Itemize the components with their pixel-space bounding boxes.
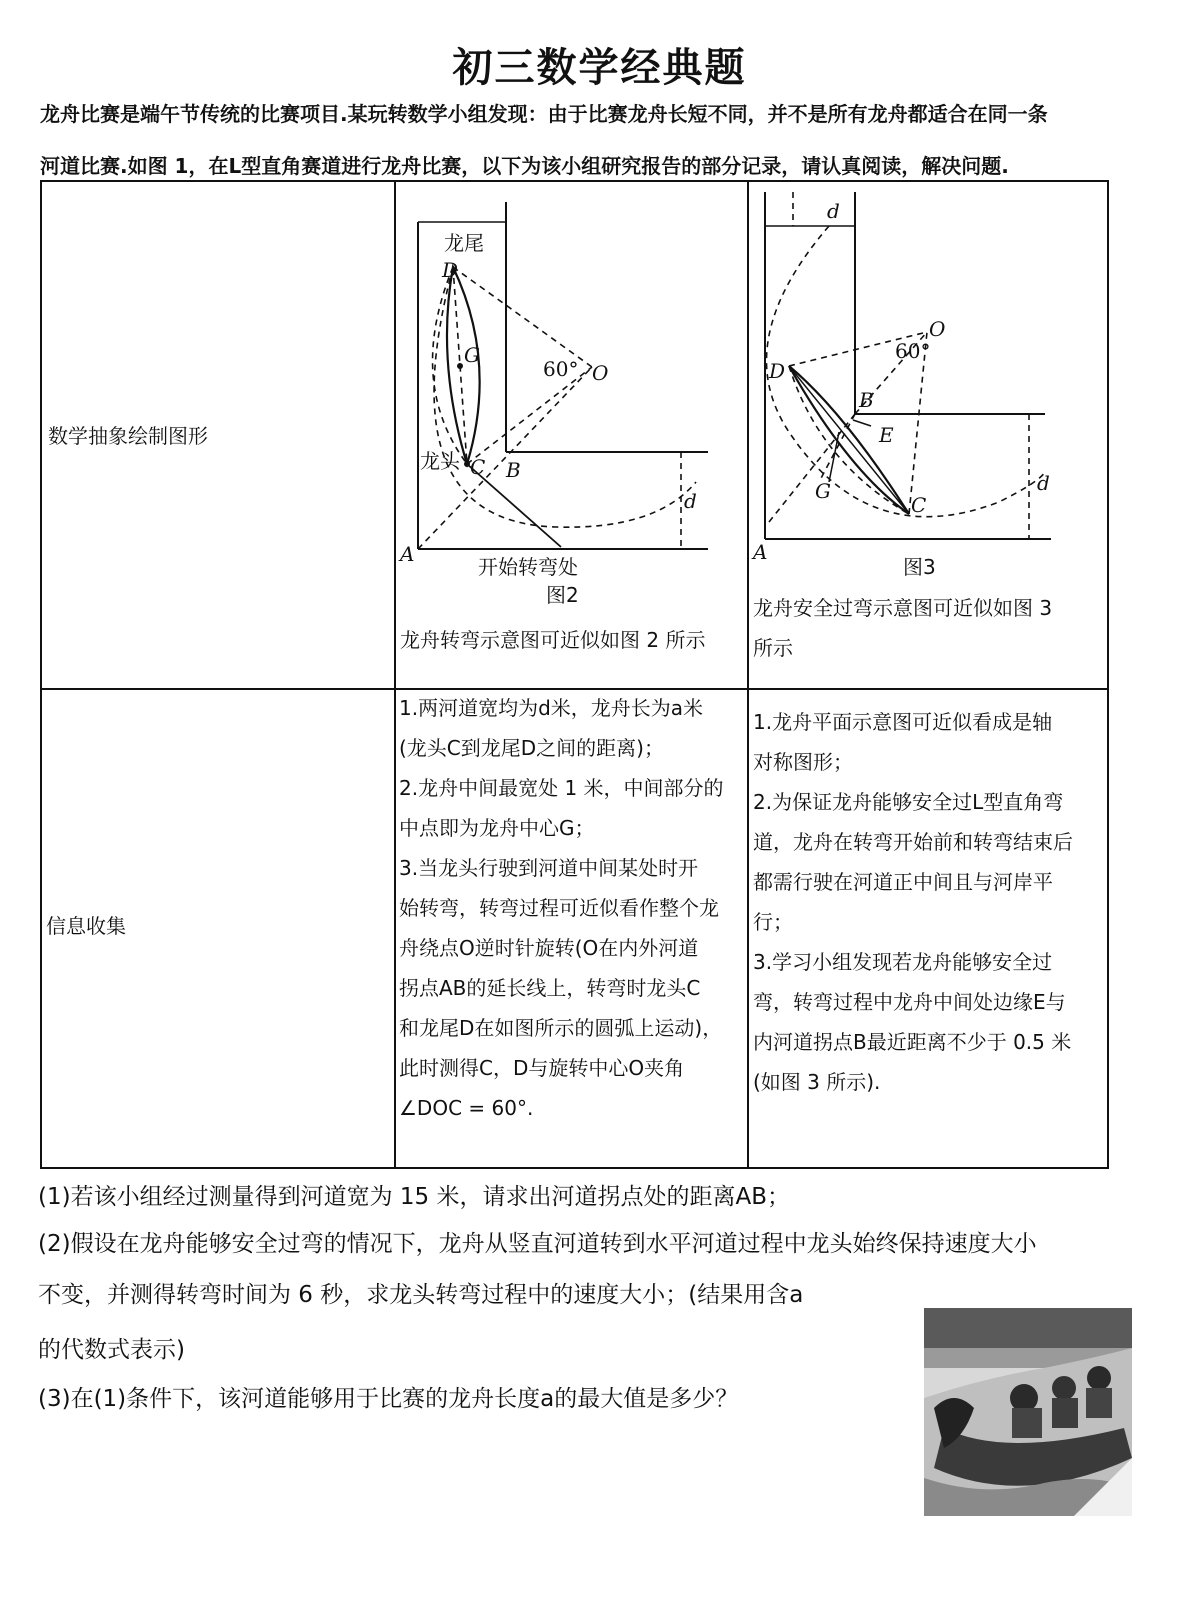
info-right-line: 2.为保证龙舟能够安全过L型直角弯 [753, 790, 1064, 814]
intro-line-2: 河道比赛.如图 1，在L型直角赛道进行龙舟比赛，以下为该小组研究报告的部分记录，请认真阅读，解决问题. [40, 154, 1009, 178]
fig2-label-head: 龙头 [420, 449, 460, 473]
row-label-figures: 数学抽象绘制图形 [48, 424, 208, 448]
fig2-label-C: C [470, 455, 486, 479]
fig3-arc-outer [767, 226, 1046, 517]
info-right-line: (如图 3 所示). [753, 1070, 881, 1094]
fig3-G-pointer [829, 432, 839, 482]
fig2-caption: 龙舟转弯示意图可近似如图 2 所示 [400, 628, 706, 652]
fig3-label-G: G [815, 479, 831, 503]
fig2-label-G: G [464, 343, 480, 367]
info-left-line: 1.两河道宽均为d米，龙舟长为a米 [399, 696, 704, 720]
info-left-line: 拐点AB的延长线上，转弯时龙头C [399, 976, 701, 1000]
info-right-line: 都需行驶在河道正中间且与河岸平 [753, 870, 1053, 894]
fig2-arc-large [434, 267, 696, 527]
info-left-line: 2.龙舟中间最宽处 1 米，中间部分的 [399, 776, 724, 800]
info-right-line: 1.龙舟平面示意图可近似看成是轴 [753, 710, 1053, 734]
info-left-line: 舟绕点O逆时针旋转(O在内外河道 [399, 936, 699, 960]
fig3-label-C: C [911, 493, 927, 517]
fig2-label-start: 开始转弯处 [478, 555, 578, 579]
fig3-E-pointer [853, 420, 871, 426]
figure-2-diagram [396, 182, 746, 612]
info-left-line: 中点即为龙舟中心G； [399, 816, 595, 840]
fig3-caption-title: 图3 [903, 555, 936, 579]
fig3-label-angle: 60° [895, 339, 931, 363]
fig3-caption-line-2: 所示 [753, 636, 793, 660]
info-right-line: 内河道拐点B最近距离不少于 0.5 米 [753, 1030, 1072, 1054]
page-title: 初三数学经典题 [452, 44, 747, 91]
fig3-label-d-top: d [827, 199, 840, 223]
fig3-label-E: E [879, 423, 894, 447]
info-left-line: 始转弯，转弯过程可近似看作整个龙 [399, 896, 719, 920]
fig3-label-d-right: d [1037, 471, 1050, 495]
question-2-line-2: 不变，并测得转弯时间为 6 秒，求龙头转弯过程中的速度大小；(结果用含a [38, 1282, 804, 1308]
fig2-point-G [457, 363, 463, 369]
fig2-label-tail: 龙尾 [444, 231, 484, 255]
info-left-line: 和龙尾D在如图所示的圆弧上运动)， [399, 1016, 723, 1040]
fig3-caption-line-1: 龙舟安全过弯示意图可近似如图 3 [753, 596, 1053, 620]
info-right-line: 对称图形； [753, 750, 853, 774]
dragon-boat-photo [924, 1308, 1132, 1516]
info-left-line: (龙头C到龙尾D之间的距离)； [399, 736, 664, 760]
question-2-line-1: (2)假设在龙舟能够安全过弯的情况下，龙舟从竖直河道转到水平河道过程中龙头始终保持速度大小 [38, 1231, 1037, 1257]
fig2-label-B: B [506, 458, 521, 482]
info-left-line: ∠DOC = 60°. [399, 1096, 534, 1120]
fig2-label-angle: 60° [543, 357, 579, 381]
fig3-caption [753, 588, 1052, 668]
fig2-line-CO [467, 367, 592, 464]
info-right-cell [753, 702, 1073, 1102]
info-right-line: 3.学习小组发现若龙舟能够安全过 [753, 950, 1053, 974]
fig3-label-B: B [859, 388, 874, 412]
info-left-cell [399, 688, 724, 1128]
fig2-label-D: D [442, 258, 459, 282]
question-2-line-3: 的代数式表示) [38, 1337, 185, 1363]
research-table [40, 180, 1109, 1169]
fig3-line-AB [769, 414, 855, 522]
fig3-label-D: D [769, 359, 786, 383]
info-right-line: 弯，转弯过程中龙舟中间处边缘E与 [753, 990, 1066, 1014]
fig2-label-A: A [400, 542, 415, 566]
fig2-caption-title: 图2 [546, 583, 579, 607]
question-1: (1)若该小组经过测量得到河道宽为 15 米，请求出河道拐点处的距离AB； [38, 1184, 790, 1210]
fig3-label-O: O [929, 317, 946, 341]
info-left-line: 3.当龙头行驶到河道中间某处时开 [399, 856, 699, 880]
info-right-line: 道，龙舟在转弯开始前和转弯结束后 [753, 830, 1073, 854]
fig2-label-d: d [684, 489, 697, 513]
info-left-line: 此时测得C，D与旋转中心O夹角 [399, 1056, 685, 1080]
fig2-label-O: O [592, 361, 609, 385]
question-3: (3)在(1)条件下，该河道能够用于比赛的龙舟长度a的最大值是多少？ [38, 1386, 739, 1412]
figure-3-diagram [749, 182, 1109, 582]
info-right-line: 行； [753, 910, 793, 934]
intro-line-1: 龙舟比赛是端午节传统的比赛项目.某玩转数学小组发现：由于比赛龙舟长短不同，并不是所有龙舟都适合在同一条 [40, 102, 1048, 126]
row-label-info: 信息收集 [46, 914, 126, 938]
fig3-label-A: A [753, 540, 768, 564]
